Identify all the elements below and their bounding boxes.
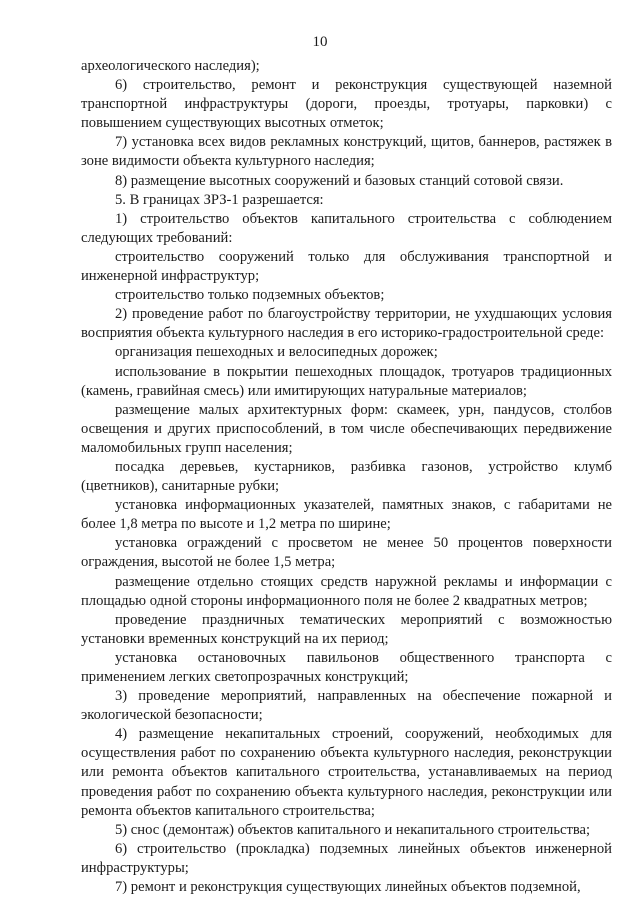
paragraph: размещение отдельно стоящих средств наружной рекламы и информации с площадью одной стороны информационного поля не более 2 квадратных метров;	[81, 573, 612, 609]
paragraph: установка информационных указателей, памятных знаков, с габаритами не более 1,8 метра по высоте и 1,2 метра по ширине;	[81, 497, 612, 533]
paragraph: 8) размещение высотных сооружений и базовых станций сотовой связи.	[115, 172, 564, 189]
paragraph: 6) строительство, ремонт и реконструкция существующей наземной транспортной инфраструктуры (дороги, проезды, тротуары, парковки) с повышением существующих высотных отметок;	[81, 77, 612, 132]
paragraph: 1) строительство объектов капитального строительства с соблюдением следующих требований:	[81, 210, 612, 246]
paragraph: строительство сооружений только для обслуживания транспортной и инженерной инфраструктур;	[81, 248, 612, 285]
page-number: 10	[312, 34, 328, 50]
section-heading: 5. В границах ЗРЗ-1 разрешается:	[115, 191, 324, 208]
paragraph: 5) снос (демонтаж) объектов капитального и некапитального строительства;	[115, 821, 591, 838]
paragraph: установка остановочных павильонов общественного транспорта с применением легких светопрозрачных конструкций;	[81, 649, 612, 685]
paragraph: 6) строительство (прокладка) подземных линейных объектов инженерной инфраструктуры;	[81, 840, 612, 876]
paragraph: 2) проведение работ по благоустройству территории, не ухудшающих условия восприятия объекта культурного наследия в его историко-градостроительной среде:	[81, 306, 612, 342]
paragraph: 7) ремонт и реконструкция существующих линейных объектов подземной,	[115, 879, 581, 896]
paragraph: проведение праздничных тематических мероприятий с возможностью установки временных конструкций на их период;	[81, 611, 612, 647]
document-body	[81, 57, 612, 897]
paragraph: строительство только подземных объектов;	[115, 287, 385, 304]
paragraph: использование в покрытии пешеходных площадок, тротуаров традиционных (камень, гравийная смесь) или имитирующих натуральные материалов;	[81, 363, 612, 399]
paragraph: археологического наследия);	[81, 58, 260, 74]
paragraph: размещение малых архитектурных форм: скамеек, урн, пандусов, столбов освещения и других приспособлений, в том числе обеспечивающих передвижение маломобильных групп населения;	[81, 401, 612, 456]
paragraph: установка ограждений с просветом не менее 50 процентов поверхности ограждения, высотой не более 1,5 метра;	[81, 535, 612, 571]
paragraph: организация пешеходных и велосипедных дорожек;	[115, 344, 438, 361]
paragraph: 3) проведение мероприятий, направленных на обеспечение пожарной и экологической безопасности;	[81, 688, 612, 724]
paragraph: 4) размещение некапитальных строений, сооружений, необходимых для осуществления работ по сохранению объекта культурного наследия, реконструкции или ремонта объектов капитального строительства, устанавливаемых на период проведения работ по сохранению объекта культурного наследия, реконструкции или ремонта объектов капитального строительства;	[81, 726, 612, 819]
paragraph: 7) установка всех видов рекламных конструкций, щитов, баннеров, растяжек в зоне видимости объекта культурного наследия;	[81, 134, 612, 170]
paragraph: посадка деревьев, кустарников, разбивка газонов, устройство клумб (цветников), санитарные рубки;	[81, 458, 612, 495]
